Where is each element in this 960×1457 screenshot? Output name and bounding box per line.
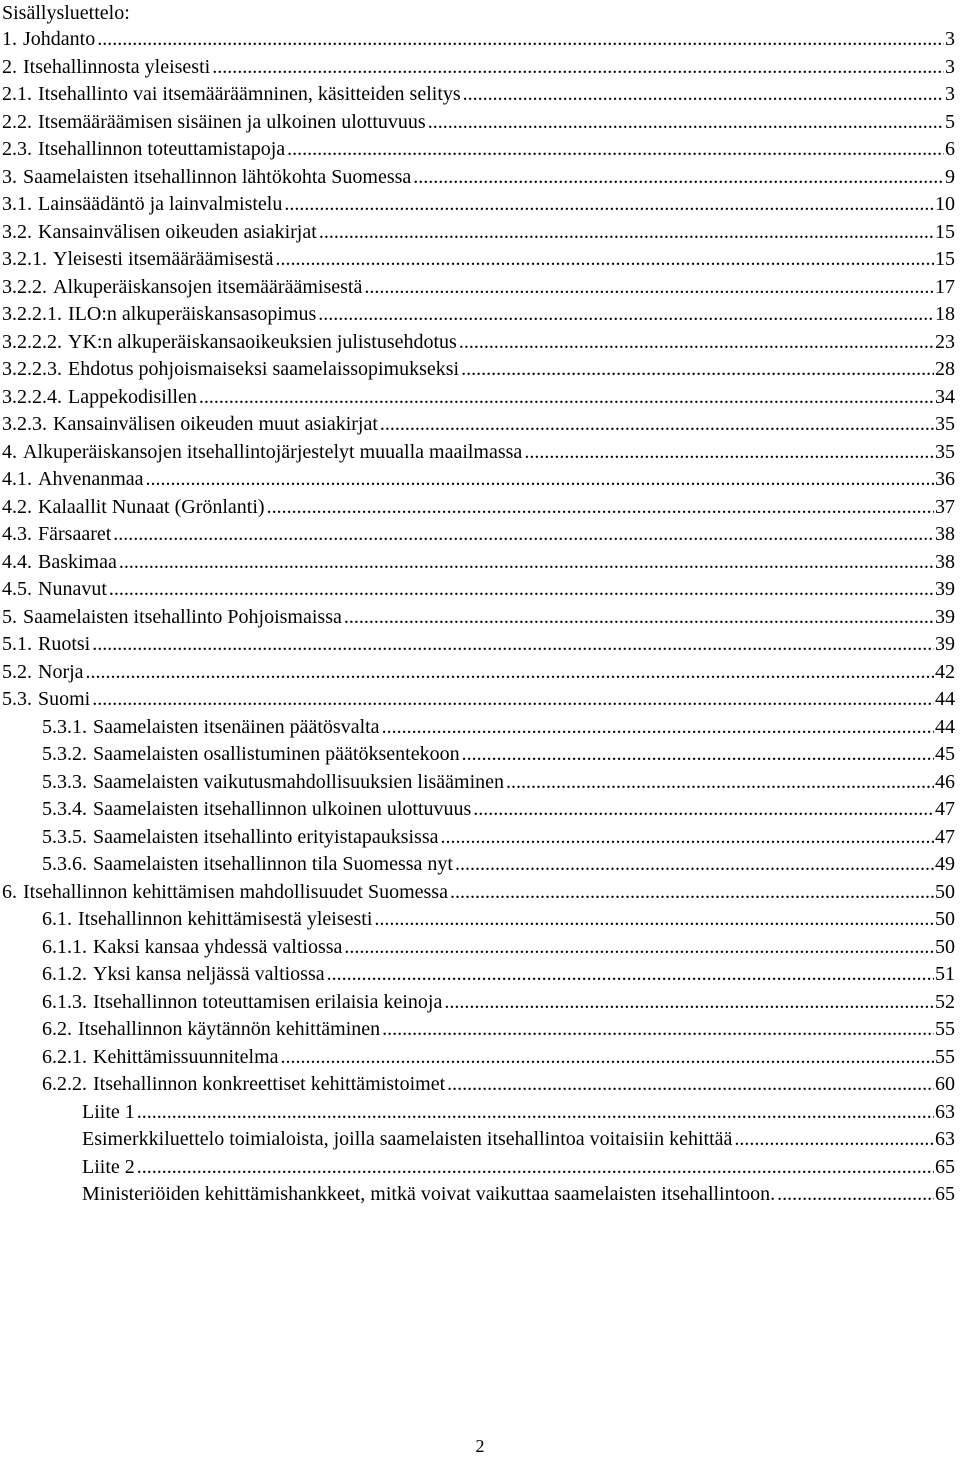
toc-entry-page: 15: [935, 248, 955, 270]
toc-entry[interactable]: [0, 466, 960, 494]
toc-entry-page: 35: [935, 440, 955, 463]
dot-leader: [455, 851, 934, 879]
toc-entry-number: 5.3.6.: [42, 853, 87, 875]
toc-entry-title: Suomi: [38, 688, 91, 710]
toc-entry-page: 63: [935, 1100, 955, 1123]
dot-leader: [146, 466, 934, 494]
toc-entry[interactable]: [0, 631, 960, 659]
toc-entry[interactable]: [0, 384, 960, 412]
toc-entry[interactable]: [0, 989, 960, 1017]
toc-entry-page: 39: [935, 578, 955, 600]
toc-entry-title: Kansainvälisen oikeuden asiakirjat: [38, 220, 317, 243]
dot-leader: [462, 741, 934, 769]
toc-entry-title: Lainsäädäntö ja lainvalmistelu: [38, 193, 283, 215]
dot-leader: [463, 81, 944, 109]
toc-entry[interactable]: [0, 1181, 960, 1209]
toc-entry-page: 3: [945, 83, 955, 105]
toc-entry-page: 15: [935, 220, 955, 243]
toc-entry[interactable]: [0, 54, 960, 82]
toc-entry-number: 2.1.: [2, 83, 32, 105]
toc-entry-number: 6.2.: [42, 1018, 72, 1040]
toc-entry-number: 2.3.: [2, 138, 32, 160]
toc-entry-title: Itsehallinto vai itsemääräämninen, käsitteiden selitys: [38, 83, 461, 105]
toc-entry[interactable]: [0, 879, 960, 907]
toc-entry-number: 3.2.2.3.: [2, 358, 62, 380]
toc-entry-page: 52: [935, 990, 955, 1013]
toc-entry-page: 65: [935, 1155, 955, 1178]
toc-entry-number: 6.1.3.: [42, 990, 87, 1013]
toc-entry[interactable]: [0, 576, 960, 604]
toc-entry-title: Kalaallit Nunaat (Grönlanti): [38, 495, 265, 518]
dot-leader: [275, 246, 934, 274]
toc-entry-number: 3.2.2.1.: [2, 303, 62, 325]
dot-leader: [113, 521, 934, 549]
dot-leader: [413, 164, 944, 192]
toc-entry-number: 5.3.5.: [42, 825, 87, 848]
toc-entry-number: 5.2.: [2, 660, 32, 683]
toc-entry-number: 4.3.: [2, 523, 32, 545]
toc-entry[interactable]: [0, 961, 960, 989]
toc-entry[interactable]: [0, 659, 960, 687]
toc-entry-number: 3.2.2.2.: [2, 330, 62, 353]
toc-entry[interactable]: [0, 769, 960, 797]
toc-entry-number: 3.: [2, 165, 17, 188]
toc-entry[interactable]: [0, 824, 960, 852]
toc-entry-page: 50: [935, 935, 955, 958]
dot-leader: [380, 411, 934, 439]
toc-entry[interactable]: [0, 1071, 960, 1099]
toc-entry-number: 6.2.1.: [42, 1045, 87, 1068]
toc-entry[interactable]: [0, 549, 960, 577]
page-title: Sisällysluettelo:: [2, 2, 130, 24]
dot-leader: [461, 356, 934, 384]
toc-entry-page: 28: [935, 358, 955, 380]
toc-entry-page: 35: [935, 413, 955, 435]
toc-entry-title: Liite 1: [82, 1100, 135, 1123]
toc-entry-page: 3: [945, 55, 955, 78]
toc-entry[interactable]: [0, 741, 960, 769]
toc-entry-page: 6: [945, 138, 955, 160]
toc-entry-page: 38: [935, 550, 955, 573]
dot-leader: [450, 879, 934, 907]
toc-entry-page: 50: [935, 880, 955, 903]
toc-entry[interactable]: [0, 714, 960, 742]
toc-entry-page: 47: [935, 825, 955, 848]
dot-leader: [119, 549, 934, 577]
toc-entry-title: Saamelaisten itsehallinnon tila Suomessa nyt: [93, 853, 453, 875]
dot-leader: [734, 1126, 934, 1154]
toc-entry[interactable]: [0, 604, 960, 632]
toc-entry-page: 44: [935, 715, 955, 738]
toc-entry-title: Lappekodisillen: [68, 385, 197, 408]
toc-entry-page: 34: [935, 385, 955, 408]
toc-entry[interactable]: [0, 191, 960, 219]
toc-entry-page: 37: [935, 495, 955, 518]
toc-entry-page: 46: [935, 770, 955, 793]
toc-entry-page: 17: [935, 275, 955, 298]
toc-entry-title: Itsehallinnosta yleisesti: [23, 55, 211, 78]
toc-entry[interactable]: [0, 851, 960, 879]
toc-entry-number: 5.3.1.: [42, 715, 87, 738]
dot-leader: [459, 329, 934, 357]
toc-entry-page: 10: [935, 193, 955, 215]
toc-entry-page: 50: [935, 908, 955, 930]
toc-entry-title: Ahvenanmaa: [38, 468, 144, 490]
toc-entry-title: Saamelaisten itsenäinen päätösvalta: [93, 715, 380, 738]
dot-leader: [287, 136, 944, 164]
dot-leader: [506, 769, 934, 797]
toc-entry-number: 5.3.4.: [42, 798, 87, 820]
toc-entry-title: Saamelaisten itsehallinto erityistapauksissa: [93, 825, 439, 848]
toc-entry-number: 3.2.: [2, 220, 32, 243]
toc-entry-title: Saamelaisten itsehallinnon ulkoinen ulottuvuus: [93, 798, 472, 820]
toc-entry-number: 6.2.2.: [42, 1073, 87, 1095]
page-number: 2: [475, 1436, 485, 1456]
toc-entry-title: Saamelaisten vaikutusmahdollisuuksien lisääminen: [93, 770, 505, 793]
toc-entry-page: 5: [945, 110, 955, 133]
toc-entry-number: 6.1.1.: [42, 935, 87, 958]
toc-entry[interactable]: [0, 356, 960, 384]
toc-entry-title: Norja: [38, 660, 84, 683]
toc-entry-page: 23: [935, 330, 955, 353]
dot-leader: [524, 439, 934, 467]
toc-entry[interactable]: [0, 1016, 960, 1044]
toc-entry[interactable]: [0, 329, 960, 357]
toc-entry[interactable]: [0, 246, 960, 274]
toc-entry[interactable]: [0, 219, 960, 247]
toc-entry-page: 9: [945, 165, 955, 188]
dot-leader: [444, 989, 934, 1017]
toc-entry[interactable]: [0, 906, 960, 934]
toc-entry-page: 63: [935, 1128, 955, 1150]
toc-entry-title: Nunavut: [38, 578, 107, 600]
toc-entry[interactable]: [0, 1099, 960, 1127]
toc-entry-page: 42: [935, 660, 955, 683]
dot-leader: [212, 54, 944, 82]
dot-leader: [86, 659, 934, 687]
toc-entry-title: Itsehallinnon kehittämisestä yleisesti: [78, 908, 373, 930]
toc-entry-number: 2.: [2, 55, 17, 78]
toc-entry-page: 51: [935, 963, 955, 985]
dot-leader: [374, 906, 934, 934]
dot-leader: [382, 1016, 934, 1044]
toc-entry-number: 6.: [2, 880, 17, 903]
toc-entry[interactable]: [0, 411, 960, 439]
dot-leader: [97, 26, 944, 54]
toc-entry-title: Esimerkkiluettelo toimialoista, joilla saamelaisten itsehallintoa voitaisiin kehittää: [82, 1128, 733, 1150]
toc-entry-page: 36: [935, 468, 955, 490]
toc-entry-page: 18: [935, 303, 955, 325]
dot-leader: [109, 576, 934, 604]
toc-entry-number: 5.3.: [2, 688, 32, 710]
toc-entry-page: 39: [935, 605, 955, 628]
toc-entry-title: Itsemääräämisen sisäinen ja ulkoinen ulottuvuus: [38, 110, 426, 133]
toc-entry-number: 4.4.: [2, 550, 32, 573]
toc-entry-page: 55: [935, 1018, 955, 1040]
toc-entry-title: Saamelaisten itsehallinto Pohjoismaissa: [23, 605, 342, 628]
dot-leader: [199, 384, 934, 412]
dot-leader: [267, 494, 934, 522]
dot-leader: [92, 686, 934, 714]
toc-entry-page: 45: [935, 743, 955, 765]
toc-entry-title: Itsehallinnon toteuttamistapoja: [38, 138, 286, 160]
toc-entry-page: 47: [935, 798, 955, 820]
toc-entry-title: Kehittämissuunnitelma: [93, 1045, 279, 1068]
toc-entry-title: Itsehallinnon kehittämisen mahdollisuudet Suomessa: [23, 880, 448, 903]
toc-entry[interactable]: [0, 1126, 960, 1154]
toc-entry-page: 55: [935, 1045, 955, 1068]
toc-entry-title: Liite 2: [82, 1155, 135, 1178]
toc-entry-title: Saamelaisten itsehallinnon lähtökohta Suomessa: [23, 165, 412, 188]
toc-entry-title: Ministeriöiden kehittämishankkeet, mitkä voivat vaikuttaa saamelaisten itsehallintoon.: [82, 1183, 776, 1205]
dot-leader: [92, 631, 934, 659]
toc-entry-number: 3.2.3.: [2, 413, 47, 435]
toc-entry-number: 4.: [2, 440, 17, 463]
table-of-contents: [0, 26, 960, 1209]
dot-leader: [428, 109, 944, 137]
toc-entry-number: 5.3.2.: [42, 743, 87, 765]
toc-entry[interactable]: [0, 26, 960, 54]
toc-entry-title: Yksi kansa neljässä valtiossa: [93, 963, 325, 985]
toc-entry[interactable]: [0, 686, 960, 714]
toc-entry-number: 5.: [2, 605, 17, 628]
dot-leader: [319, 219, 934, 247]
toc-entry-number: 1.: [2, 28, 17, 50]
toc-entry[interactable]: [0, 136, 960, 164]
toc-entry[interactable]: [0, 301, 960, 329]
toc-entry-title: Itsehallinnon konkreettiset kehittämistoimet: [93, 1073, 446, 1095]
toc-entry-title: Saamelaisten osallistuminen päätöksentekoon: [93, 743, 460, 765]
toc-entry-number: 3.2.1.: [2, 248, 47, 270]
toc-entry-page: 39: [935, 633, 955, 655]
toc-entry-title: Kaksi kansaa yhdessä valtiossa: [93, 935, 343, 958]
toc-entry[interactable]: [0, 81, 960, 109]
toc-entry-title: Itsehallinnon toteuttamisen erilaisia keinoja: [93, 990, 443, 1013]
toc-entry-page: 65: [935, 1183, 955, 1205]
toc-entry-page: 60: [935, 1073, 955, 1095]
dot-leader: [382, 714, 934, 742]
toc-entry-number: 6.1.2.: [42, 963, 87, 985]
toc-entry-title: Alkuperäiskansojen itsemääräämisestä: [53, 275, 363, 298]
dot-leader: [447, 1071, 934, 1099]
toc-entry-number: 4.5.: [2, 578, 32, 600]
toc-entry-title: Baskimaa: [38, 550, 117, 573]
toc-entry[interactable]: [0, 439, 960, 467]
dot-leader: [327, 961, 934, 989]
toc-entry-page: 44: [935, 688, 955, 710]
toc-entry-number: 5.1.: [2, 633, 32, 655]
toc-entry[interactable]: [0, 109, 960, 137]
toc-entry-title: ILO:n alkuperäiskansasopimus: [68, 303, 317, 325]
toc-entry-title: Ruotsi: [38, 633, 91, 655]
dot-leader: [777, 1181, 934, 1209]
dot-leader: [440, 824, 934, 852]
toc-entry-number: 2.2.: [2, 110, 32, 133]
toc-entry-title: Färsaaret: [38, 523, 112, 545]
dot-leader: [137, 1154, 934, 1182]
toc-entry-title: Alkuperäiskansojen itsehallintojärjestelyt muualla maailmassa: [23, 440, 523, 463]
dot-leader: [284, 191, 934, 219]
toc-entry[interactable]: [0, 1154, 960, 1182]
toc-entry-title: Johdanto: [23, 28, 96, 50]
dot-leader: [473, 796, 934, 824]
toc-entry[interactable]: [0, 1044, 960, 1072]
toc-entry[interactable]: [0, 934, 960, 962]
dot-leader: [364, 274, 934, 302]
toc-entry-number: 3.1.: [2, 193, 32, 215]
toc-entry-number: 5.3.3.: [42, 770, 87, 793]
toc-entry-number: 3.2.2.: [2, 275, 47, 298]
dot-leader: [344, 934, 934, 962]
dot-leader: [137, 1099, 934, 1127]
toc-entry-title: Yleisesti itsemääräämisestä: [53, 248, 274, 270]
toc-entry-number: 4.1.: [2, 468, 32, 490]
toc-entry-number: 6.1.: [42, 908, 72, 930]
toc-entry-page: 49: [935, 853, 955, 875]
toc-entry[interactable]: [0, 164, 960, 192]
toc-entry[interactable]: [0, 274, 960, 302]
toc-entry-title: Kansainvälisen oikeuden muut asiakirjat: [53, 413, 378, 435]
toc-entry-number: 4.2.: [2, 495, 32, 518]
toc-entry-page: 38: [935, 523, 955, 545]
toc-entry-page: 3: [945, 28, 955, 50]
toc-entry[interactable]: [0, 796, 960, 824]
toc-entry-title: YK:n alkuperäiskansaoikeuksien julistusehdotus: [68, 330, 457, 353]
dot-leader: [318, 301, 934, 329]
toc-entry-title: Ehdotus pohjoismaiseksi saamelaissopimukseksi: [68, 358, 460, 380]
dot-leader: [281, 1044, 934, 1072]
toc-entry[interactable]: [0, 521, 960, 549]
toc-entry-number: 3.2.2.4.: [2, 385, 62, 408]
toc-entry[interactable]: [0, 494, 960, 522]
toc-entry-title: Itsehallinnon käytännön kehittäminen: [78, 1018, 381, 1040]
dot-leader: [344, 604, 934, 632]
